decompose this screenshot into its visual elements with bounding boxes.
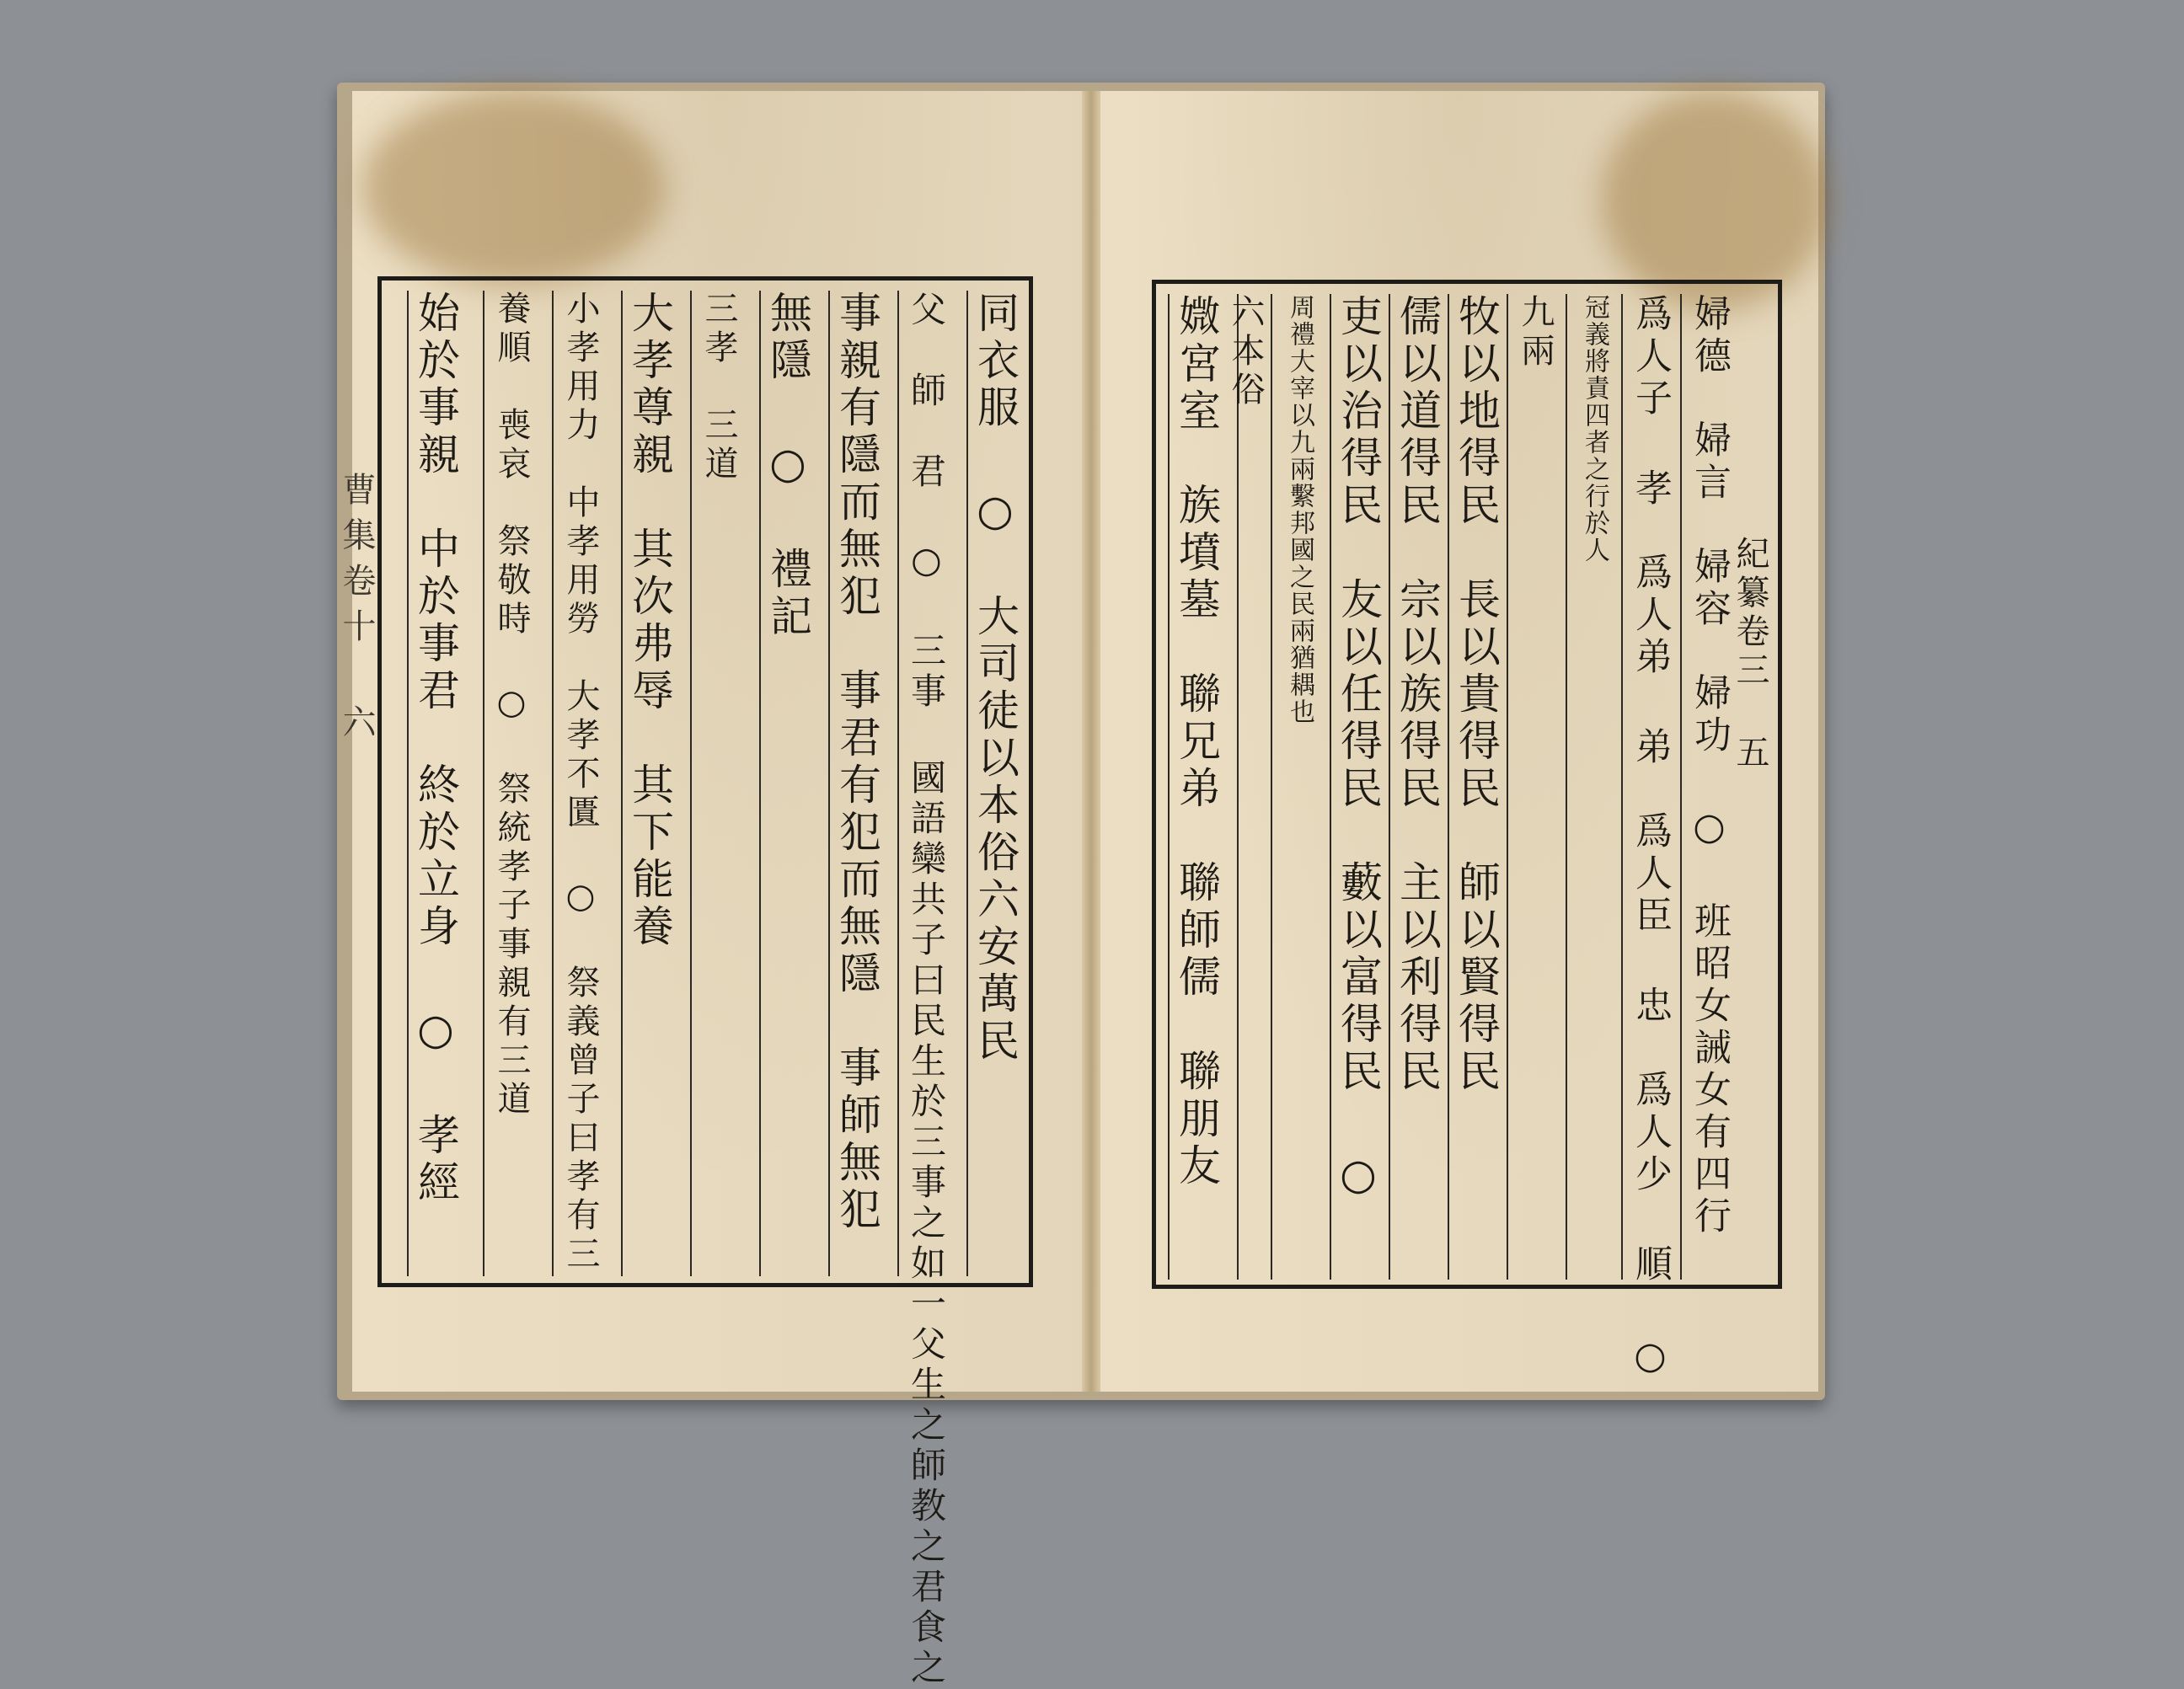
text-column: 無隱 ○ 禮記 <box>759 291 815 1276</box>
text-column: 同衣服 ○ 大司徒以本俗六安萬民 <box>966 291 1022 1276</box>
text-column: 爲人子 孝 爲人弟 弟 爲人臣 忠 爲人少 順 ○ <box>1621 294 1677 1280</box>
text-column: 父 師 君 ○ 三事 國語欒共子曰民生於三事之如一父生之師教之君食之 <box>897 291 953 1276</box>
text-column: 小孝用力 中孝用勞 大孝不匱 ○ 祭義曾子曰孝有三 <box>552 291 608 1276</box>
text-column: 媺宮室 族墳墓 聯兄弟 聯師儒 聯朋友 <box>1168 294 1223 1280</box>
book-gutter <box>1082 91 1100 1392</box>
right-page-header-label: 紀纂卷三 五 <box>1731 536 1769 773</box>
text-column: 九兩 <box>1507 294 1562 1280</box>
text-column: 冠義將責四者之行於人 <box>1566 294 1621 1280</box>
text-column: 三孝 三道 <box>690 291 746 1276</box>
text-column: 牧以地得民 長以貴得民 師以賢得民 <box>1448 294 1503 1280</box>
text-column: 吏以治得民 友以任得民 藪以富得民 ○ <box>1330 294 1385 1280</box>
text-column: 儒以道得民 宗以族得民 主以利得民 <box>1389 294 1444 1280</box>
water-stain-left <box>362 91 666 285</box>
text-column: 始於事親 中於事君 終於立身 ○ 孝經 <box>407 291 463 1276</box>
text-column: 婦德 婦言 婦容 婦功 ○ 班昭女誡女有四行 <box>1680 294 1736 1280</box>
left-page-spine-label: 曹集卷十 六 <box>337 472 376 750</box>
text-column: 事親有隱而無犯 事君有犯而無隱 事師無犯 <box>828 291 884 1276</box>
water-stain-right <box>1601 91 1828 310</box>
right-page-frame <box>1152 280 1782 1382</box>
text-column: 六本俗 <box>1237 294 1272 1280</box>
text-column: 周禮大宰以九兩繫邦國之民兩猶耦也 <box>1271 294 1326 1280</box>
left-page-frame <box>377 276 1033 1689</box>
text-column: 大孝尊親 其次弗辱 其下能養 <box>621 291 677 1276</box>
text-column: 養順 喪哀 祭敬時 ○ 祭統孝子事親有三道 <box>483 291 538 1276</box>
